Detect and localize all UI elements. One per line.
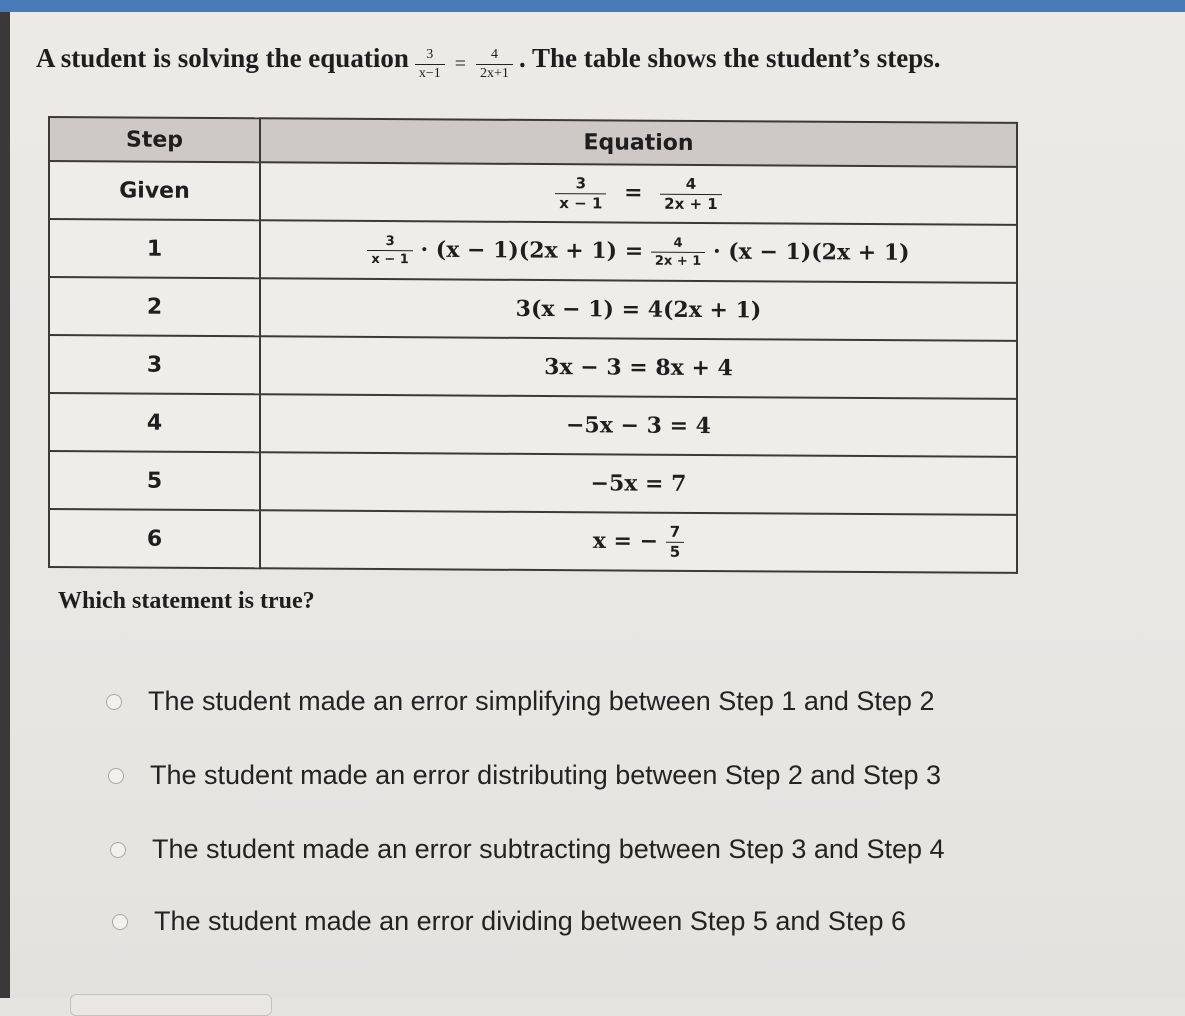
step-label: 4 (49, 393, 260, 452)
step-label: 5 (49, 451, 260, 510)
step6-numerator: 7 (669, 522, 681, 541)
step1-lhs-numerator: 3 (385, 233, 395, 249)
step1-rhs-numerator: 4 (673, 235, 683, 251)
equation-cell (260, 162, 1017, 225)
given-lhs-fraction (555, 173, 606, 212)
prompt-lhs-numerator: 3 (426, 47, 434, 62)
header-equation: Equation (260, 118, 1017, 167)
equation-cell: 3x − 3 = 8x + 4 (260, 336, 1017, 399)
radio-button-icon[interactable] (106, 694, 122, 710)
answer-option-label: The student made an error subtracting between Step 3 and Step 4 (152, 834, 945, 864)
given-rhs-numerator: 4 (685, 174, 697, 193)
step1-rhs-product: · (x − 1)(2x + 1) (712, 238, 910, 266)
prompt-lhs-fraction (415, 48, 445, 81)
table-row (49, 219, 1017, 283)
answer-option-4[interactable] (112, 906, 906, 937)
prompt-equals: = (454, 53, 467, 75)
answer-option-label: The student made an error dividing between Step 5 and Step 6 (154, 906, 906, 936)
steps-table (48, 116, 1018, 574)
radio-button-icon[interactable] (110, 842, 126, 858)
given-lhs-denominator: x − 1 (555, 193, 606, 211)
given-rhs-fraction (660, 176, 722, 211)
given-equals: = (624, 179, 643, 206)
step1-rhs-denominator: 2x + 1 (651, 251, 705, 267)
table-row (49, 335, 1017, 399)
step6-lhs: x = − (592, 527, 659, 554)
step1-rhs-fraction (651, 236, 705, 267)
prompt-rhs-fraction (476, 48, 513, 81)
step-label: 3 (49, 335, 260, 394)
step-label: 6 (49, 509, 260, 568)
step1-lhs-denominator: x − 1 (367, 249, 412, 265)
prompt-rhs-denominator: 2x+1 (476, 64, 513, 81)
answer-option-label: The student made an error distributing between Step 2 and Step 3 (150, 760, 942, 790)
bottom-button-edge[interactable] (70, 994, 272, 1016)
given-lhs-numerator: 3 (575, 173, 587, 192)
top-accent-bar (0, 0, 1185, 12)
table-row (49, 277, 1017, 341)
prompt-lhs-denominator: x−1 (415, 64, 445, 81)
step6-fraction (666, 524, 684, 559)
answer-option-2[interactable] (108, 760, 941, 791)
equation-cell (260, 220, 1017, 283)
step-label: Given (49, 161, 260, 220)
equation-cell: −5x − 3 = 4 (260, 394, 1017, 457)
table-header-row (49, 117, 1017, 167)
question-panel (10, 12, 1185, 998)
prompt-suffix: . The table shows the student’s steps. (518, 43, 941, 73)
header-step: Step (49, 117, 260, 162)
step-label: 1 (49, 219, 260, 278)
radio-button-icon[interactable] (112, 914, 128, 930)
radio-button-icon[interactable] (108, 768, 124, 784)
step1-lhs-fraction (367, 234, 412, 265)
question-text: Which statement is true? (58, 588, 315, 614)
step6-denominator: 5 (666, 541, 684, 559)
problem-prompt (36, 42, 941, 81)
answer-option-label: The student made an error simplifying between Step 1 and Step 2 (148, 686, 935, 716)
given-rhs-denominator: 2x + 1 (660, 193, 722, 211)
answer-option-1[interactable] (106, 686, 934, 717)
prompt-rhs-numerator: 4 (490, 47, 498, 62)
table-row (49, 161, 1017, 225)
step1-lhs-product: · (x − 1)(2x + 1) = (420, 236, 644, 264)
table-row (49, 509, 1017, 573)
table-row (49, 451, 1017, 515)
equation-cell: −5x = 7 (260, 452, 1017, 515)
page-left-edge (0, 12, 10, 998)
answer-option-3[interactable] (110, 834, 945, 865)
table-row (49, 393, 1017, 457)
step-label: 2 (49, 277, 260, 336)
equation-cell: 3(x − 1) = 4(2x + 1) (260, 278, 1017, 341)
equation-cell (260, 510, 1017, 573)
prompt-prefix: A student is solving the equation (36, 43, 409, 73)
